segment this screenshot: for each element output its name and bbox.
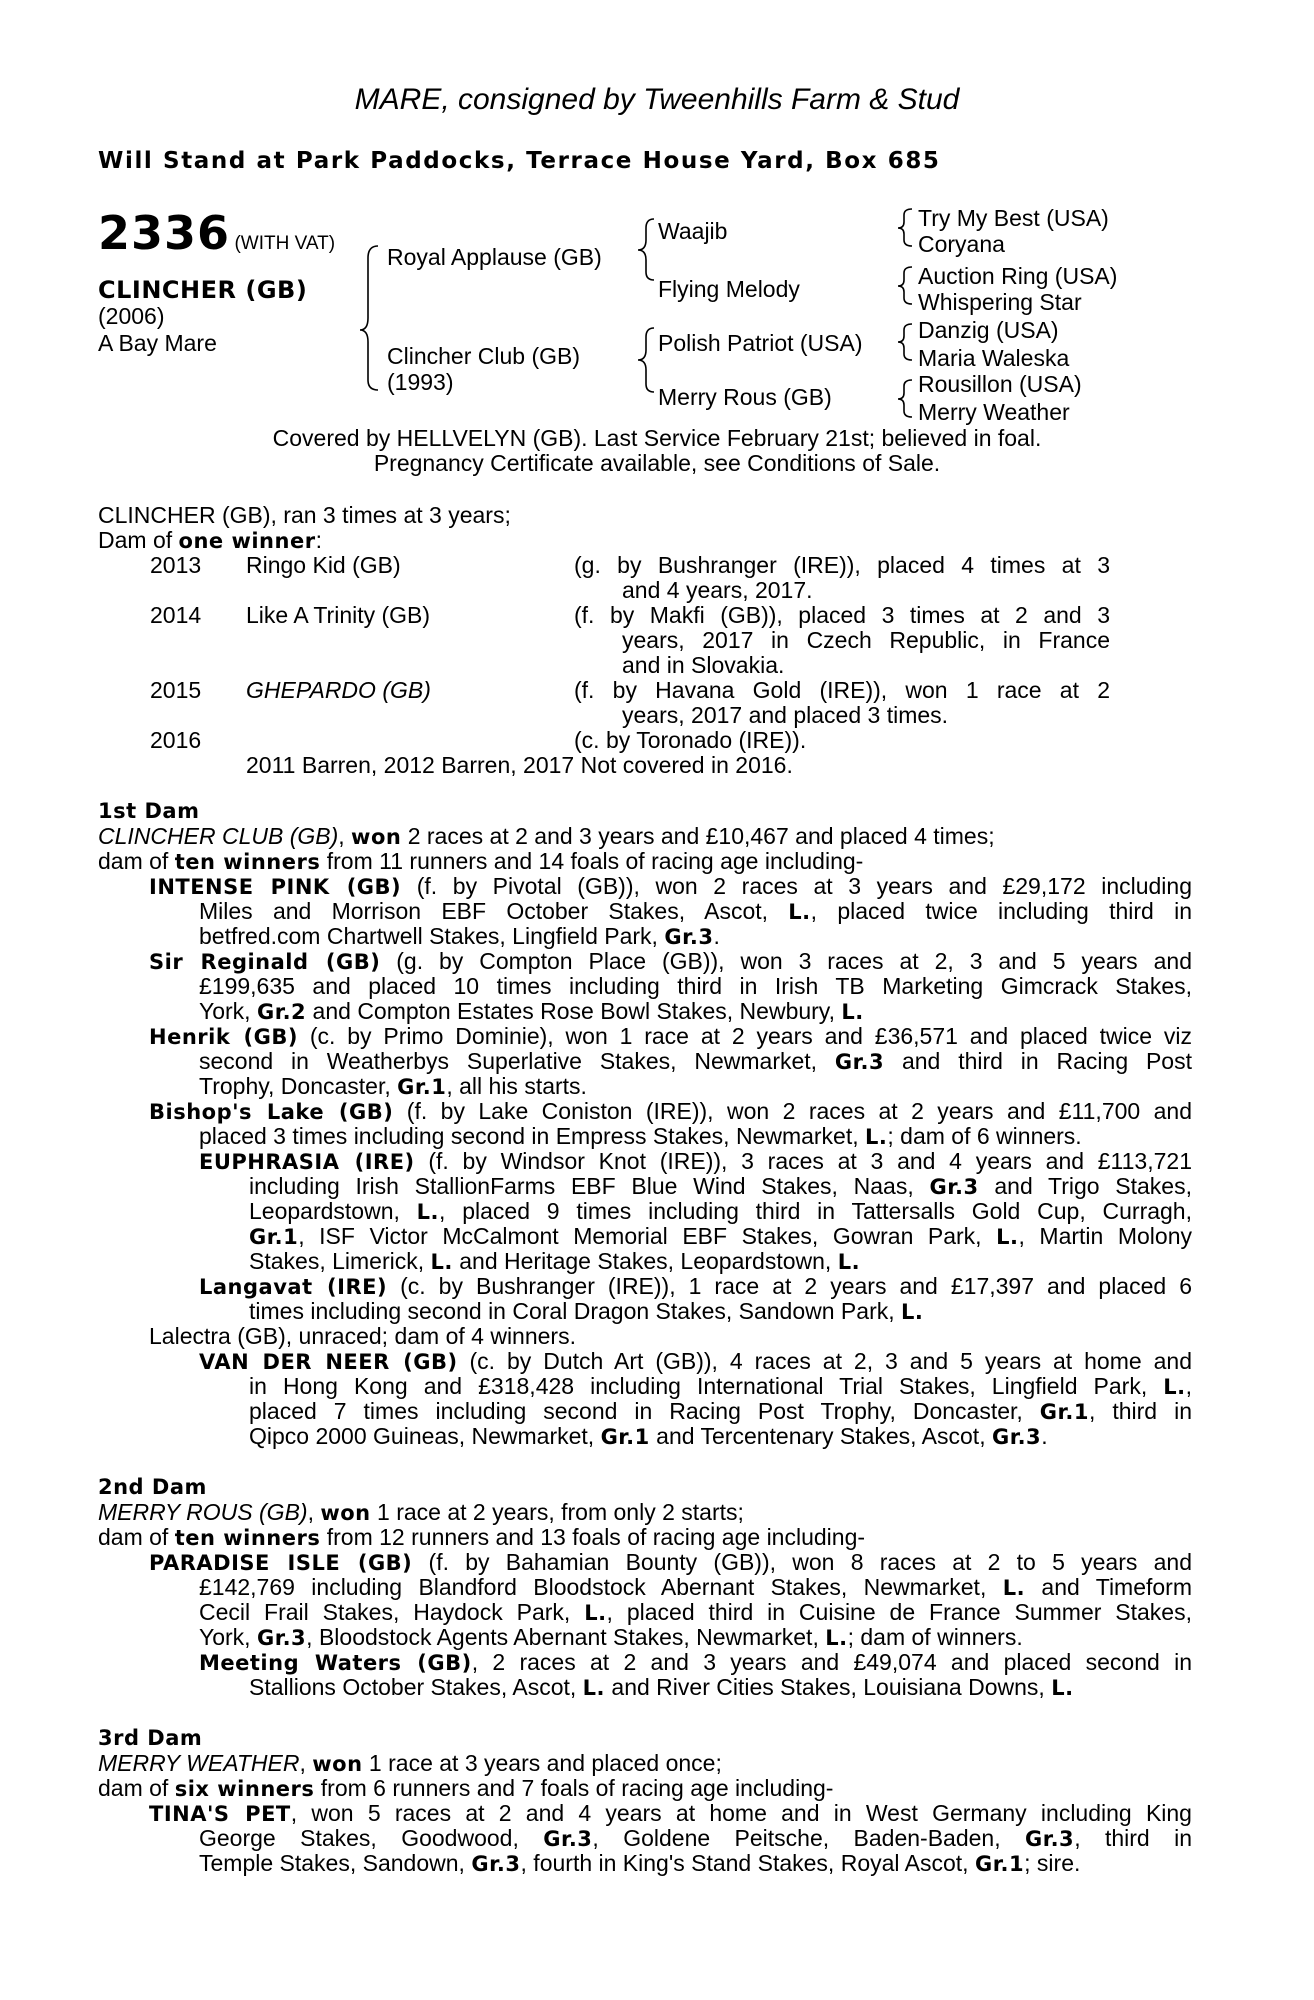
produce-name: Like A Trinity (GB)	[246, 602, 431, 628]
produce-detail: years, 2017 and placed 3 times.	[622, 702, 949, 728]
produce-year: 2016	[150, 727, 202, 753]
pregnancy-line: Pregnancy Certificate available, see Conditions of Sale.	[373, 450, 941, 476]
produce-year: 2013	[150, 552, 202, 578]
pedigree-dam-year: (1993)	[387, 369, 454, 395]
runner-detail: Stallions October Stakes, Ascot, L. and River Cities Stakes, Louisiana Downs, L.	[249, 1674, 1074, 1700]
first-dam-heading: 1st Dam	[98, 799, 200, 823]
pedigree-ddd: Merry Weather	[918, 399, 1070, 425]
runner-bishops-lake: Bishop's Lake (GB) (f. by Lake Coniston (IRE)), won 2 races at 2 years and £11,700 and	[149, 1098, 1192, 1124]
pedigree-sds: Auction Ring (USA)	[918, 263, 1118, 289]
runner-detail: betfred.com Chartwell Stakes, Lingfield Park, Gr.3.	[199, 923, 720, 949]
runner-detail: times including second in Coral Dragon Stakes, Sandown Park, L.	[249, 1298, 924, 1324]
pedigree-ssd: Coryana	[918, 231, 1005, 257]
runner-sir-reginald: Sir Reginald (GB) (g. by Compton Place (GB)), won 3 races at 2, 3 and 5 years and	[149, 948, 1192, 974]
produce-detail: and in Slovakia.	[622, 652, 785, 678]
lot-number: 2336	[98, 206, 231, 260]
runner-meeting-waters: Meeting Waters (GB), 2 races at 2 and 3 years and £49,074 and placed second in	[199, 1649, 1192, 1675]
pedigree-dds: Rousillon (USA)	[918, 371, 1082, 397]
runner-intense-pink: INTENSE PINK (GB) (f. by Pivotal (GB)), won 2 races at 3 years and £29,172 including	[149, 873, 1192, 899]
pedigree-sire: Royal Applause (GB)	[387, 244, 602, 270]
consignor-line: MARE, consigned by Tweenhills Farm & Stud	[354, 83, 960, 116]
covering-line: Covered by HELLVELYN (GB). Last Service February 21st; believed in foal.	[272, 425, 1042, 451]
runner-detail: York, Gr.3, Bloodstock Agents Abernant Stakes, Newmarket, L.; dam of winners.	[199, 1624, 1023, 1650]
third-dam-produce: dam of six winners from 6 runners and 7 foals of racing age including-	[98, 1775, 834, 1801]
pedigree-ds: Polish Patriot (USA)	[658, 330, 863, 356]
produce-detail: (g. by Bushranger (IRE)), placed 4 times at 3	[574, 552, 1110, 578]
first-dam-record: CLINCHER CLUB (GB), won 2 races at 2 and 3 years and £10,467 and placed 4 times;	[98, 823, 995, 849]
produce-detail: (f. by Havana Gold (IRE)), won 1 race at 2	[574, 677, 1110, 703]
produce-barren: 2011 Barren, 2012 Barren, 2017 Not covered in 2016.	[246, 752, 793, 778]
pedigree-dam: Clincher Club (GB)	[387, 343, 580, 369]
runner-detail: Temple Stakes, Sandown, Gr.3, fourth in King's Stand Stakes, Royal Ascot, Gr.1; sire.	[199, 1850, 1081, 1876]
horse-name: CLINCHER (GB)	[98, 276, 308, 304]
produce-year: 2014	[150, 602, 202, 628]
runner-langavat: Langavat (IRE) (c. by Bushranger (IRE)), 1 race at 2 years and £17,397 and placed 6	[199, 1273, 1192, 1299]
pedigree-dsd: Maria Waleska	[918, 345, 1070, 371]
produce-intro: CLINCHER (GB), ran 3 times at 3 years;	[98, 502, 511, 528]
pedigree-sd: Flying Melody	[658, 276, 800, 302]
second-dam-produce: dam of ten winners from 12 runners and 13 foals of racing age including-	[98, 1524, 866, 1550]
third-dam-record: MERRY WEATHER, won 1 race at 3 years and placed once;	[98, 1750, 722, 1776]
location-line: Will Stand at Park Paddocks, Terrace House Yard, Box 685	[98, 148, 941, 174]
runner-detail: Leopardstown, L., placed 9 times including third in Tattersalls Gold Cup, Curragh,	[249, 1198, 1192, 1224]
runner-detail: in Hong Kong and £318,428 including International Trial Stakes, Lingfield Park, L.,	[249, 1373, 1192, 1399]
runner-detail: including Irish StallionFarms EBF Blue Wind Stakes, Naas, Gr.3 and Trigo Stakes,	[249, 1173, 1192, 1199]
pedigree-ss: Waajib	[658, 218, 728, 244]
horse-year: (2006)	[98, 303, 165, 329]
runner-detail: Cecil Frail Stakes, Haydock Park, L., placed third in Cuisine de France Summer Stakes,	[199, 1599, 1192, 1625]
produce-detail: (c. by Toronado (IRE)).	[574, 727, 807, 753]
produce-name: Ringo Kid (GB)	[246, 552, 401, 578]
runner-detail: Trophy, Doncaster, Gr.1, all his starts.	[199, 1073, 587, 1099]
pedigree-brackets	[0, 0, 1314, 430]
runner-paradise-isle: PARADISE ISLE (GB) (f. by Bahamian Bounty (GB)), won 8 races at 2 to 5 years and	[149, 1549, 1192, 1575]
second-dam-heading: 2nd Dam	[98, 1475, 207, 1499]
runner-detail: £199,635 and placed 10 times including third in Irish TB Marketing Gimcrack Stakes,	[199, 973, 1192, 999]
runner-detail: placed 7 times including second in Racing Post Trophy, Doncaster, Gr.1, third in	[249, 1398, 1192, 1424]
runner-detail: Stakes, Limerick, L. and Heritage Stakes, Leopardstown, L.	[249, 1248, 861, 1274]
runner-detail: George Stakes, Goodwood, Gr.3, Goldene Peitsche, Baden-Baden, Gr.3, third in	[199, 1825, 1192, 1851]
pedigree-dd: Merry Rous (GB)	[658, 384, 832, 410]
runner-detail: Miles and Morrison EBF October Stakes, Ascot, L., placed twice including third in	[199, 898, 1192, 924]
runner-detail: placed 3 times including second in Empress Stakes, Newmarket, L.; dam of 6 winners.	[199, 1123, 1082, 1149]
runner-van-der-neer: VAN DER NEER (GB) (c. by Dutch Art (GB)), 4 races at 2, 3 and 5 years at home and	[199, 1348, 1192, 1374]
horse-description: A Bay Mare	[98, 330, 217, 356]
produce-name: GHEPARDO (GB)	[246, 677, 431, 703]
pedigree-dss: Danzig (USA)	[918, 317, 1059, 343]
vat-label: (WITH VAT)	[234, 233, 336, 254]
produce-year: 2015	[150, 677, 202, 703]
runner-euphrasia: EUPHRASIA (IRE) (f. by Windsor Knot (IRE)), 3 races at 3 and 4 years and £113,721	[199, 1148, 1192, 1174]
runner-detail: Gr.1, ISF Victor McCalmont Memorial EBF Stakes, Gowran Park, L., Martin Molony	[249, 1223, 1192, 1249]
first-dam-produce: dam of ten winners from 11 runners and 14 foals of racing age including-	[98, 848, 864, 874]
runner-detail: second in Weatherbys Superlative Stakes, Newmarket, Gr.3 and third in Racing Post	[199, 1048, 1192, 1074]
runner-lalectra: Lalectra (GB), unraced; dam of 4 winners.	[149, 1323, 576, 1349]
runner-tinas-pet: TINA'S PET, won 5 races at 2 and 4 years at home and in West Germany including King	[149, 1800, 1192, 1826]
runner-detail: York, Gr.2 and Compton Estates Rose Bowl Stakes, Newbury, L.	[199, 998, 864, 1024]
second-dam-record: MERRY ROUS (GB), won 1 race at 2 years, from only 2 starts;	[98, 1499, 744, 1525]
runner-henrik: Henrik (GB) (c. by Primo Dominie), won 1 race at 2 years and £36,571 and placed twice viz	[149, 1023, 1192, 1049]
pedigree-sdd: Whispering Star	[918, 289, 1082, 315]
runner-detail: £142,769 including Blandford Bloodstock Abernant Stakes, Newmarket, L. and Timeform	[199, 1574, 1193, 1600]
produce-detail: years, 2017 in Czech Republic, in France	[622, 627, 1110, 653]
produce-detail: and 4 years, 2017.	[622, 577, 813, 603]
pedigree-sss: Try My Best (USA)	[918, 205, 1109, 231]
third-dam-heading: 3rd Dam	[98, 1726, 203, 1750]
runner-detail: Qipco 2000 Guineas, Newmarket, Gr.1 and Tercentenary Stakes, Ascot, Gr.3.	[249, 1423, 1048, 1449]
produce-detail: (f. by Makfi (GB)), placed 3 times at 2 and 3	[574, 602, 1110, 628]
produce-dam-of: Dam of one winner:	[98, 527, 322, 553]
